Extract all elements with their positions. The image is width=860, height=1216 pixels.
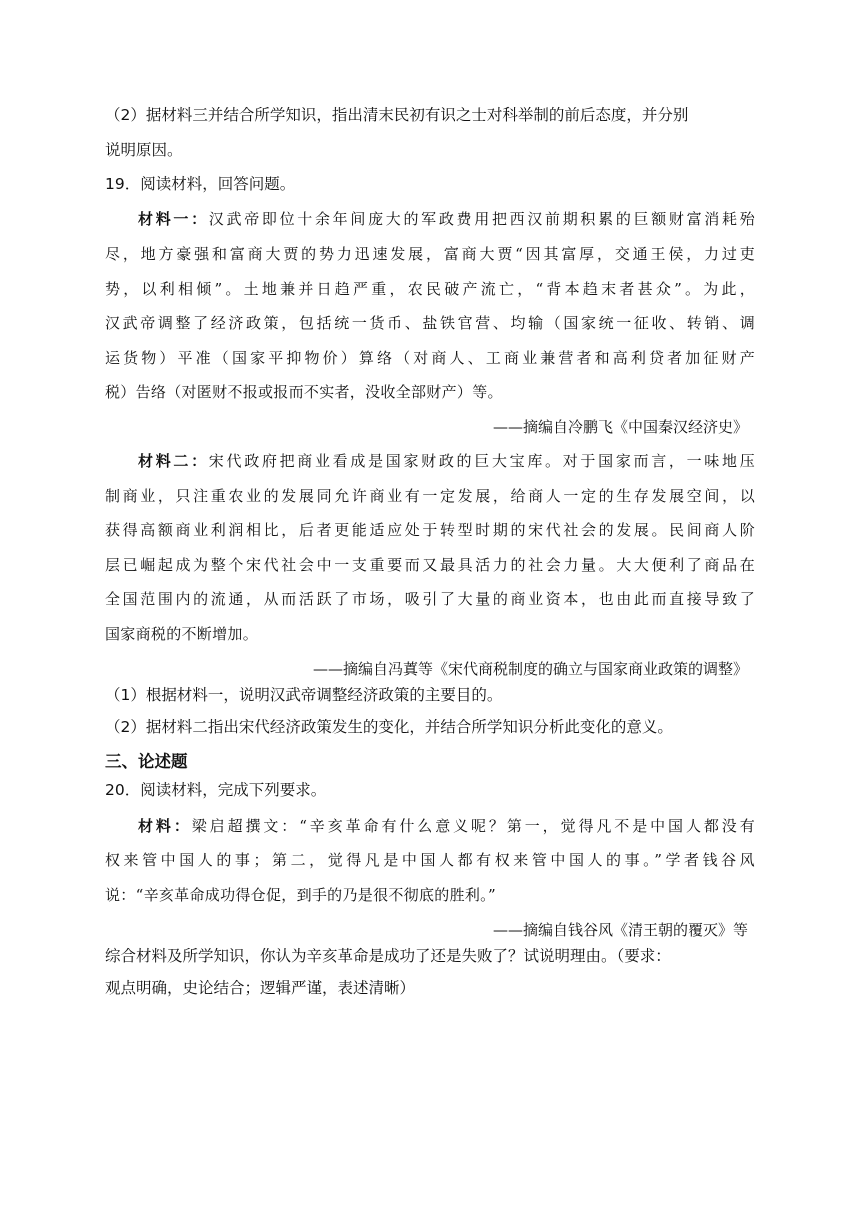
q19-material2-line1: 材料二：宋代政府把商业看成是国家财政的巨大宝库。对于国家而言，一味地压 [138,452,755,470]
q19-material2-line6: 国家商税的不断增加。 [105,625,259,643]
q19-material1-line3: 势，以利相倾”。土地兼并日趋严重，农民破产流亡，“背本趋末者甚众”。为此， [105,280,755,298]
q19-material1-label: 材料一： [138,210,209,228]
q20-material-line1: 材料：梁启超撰文：“辛亥革命有什么意义呢？第一，觉得凡不是中国人都没有 [138,817,755,835]
q19-material1-line5: 运货物）平准（国家平抑物价）算络（对商人、工商业兼营者和高利贷者加征财产 [105,349,755,367]
q19-question2: （2）据材料二指出宋代经济政策发生的变化，并结合所学知识分析此变化的意义。 [105,718,673,736]
q19-material2-line2: 制商业，只注重农业的发展同允许商业有一定发展，给商人一定的生存发展空间，以 [105,487,755,505]
q20-prompt-line1: 综合材料及所学知识，你认为辛亥革命是成功了还是失败了？试说明理由。（要求： [105,947,671,965]
q20-title: 20．阅读材料，完成下列要求。 [105,781,327,799]
q19-material1-line1: 材料一：汉武帝即位十余年间庞大的军政费用把西汉前期积累的巨额财富消耗殆 [138,210,755,228]
q20-material-source: ——摘编自钱谷风《清王朝的覆灭》等 [492,921,748,939]
q18-part2-line2: 说明原因。 [105,141,183,159]
q20-material-label: 材料： [138,817,192,835]
q19-material2-source: ——摘编自冯蒖等《宋代商税制度的确立与国家商业政策的调整》 [312,660,748,678]
q20-material-line2: 权来管中国人的事；第二，觉得凡是中国人都有权来管中国人的事。”学者钱谷风 [105,851,755,869]
q19-material1-line4: 汉武帝调整了经济政策，包括统一货币、盐铁官营、均输（国家统一征收、转销、调 [105,314,755,332]
q19-material1-line6: 税）告络（对匿财不报或报而不实者，没收全部财产）等。 [105,383,503,401]
q19-material2-line4: 层已崛起成为整个宋代社会中一支重要而又最具活力的社会力量。大大便利了商品在 [105,556,755,574]
section3-heading: 三、论述题 [105,752,188,771]
q20-prompt-line2: 观点明确，史论结合；逻辑严谨，表述清晰） [105,979,416,997]
q19-material1-source: ——摘编自冷鹏飞《中国秦汉经济史》 [492,418,748,436]
q20-material-line3: 说：“辛亥革命成功得仓促，到手的乃是很不彻底的胜利。” [105,886,496,904]
q19-material2-label: 材料二： [138,452,209,470]
q19-material2-line5: 全国范围内的流通，从而活跃了市场，吸引了大量的商业资本，也由此而直接导致了 [105,590,755,608]
q19-question1: （1）根据材料一，说明汉武帝调整经济政策的主要目的。 [105,686,503,704]
q19-title: 19．阅读材料，回答问题。 [105,175,296,193]
q19-material2-line3: 获得高额商业利润相比，后者更能适应处于转型时期的宋代社会的发展。民间商人阶 [105,521,755,539]
q18-part2-line1: （2）据材料三并结合所学知识，指出清末民初有识之士对科举制的前后态度，并分别 [105,106,689,124]
q19-material1-line2: 尽，地方豪强和富商大贾的势力迅速发展，富商大贾“因其富厚，交通王侯，力过吏 [105,245,755,263]
